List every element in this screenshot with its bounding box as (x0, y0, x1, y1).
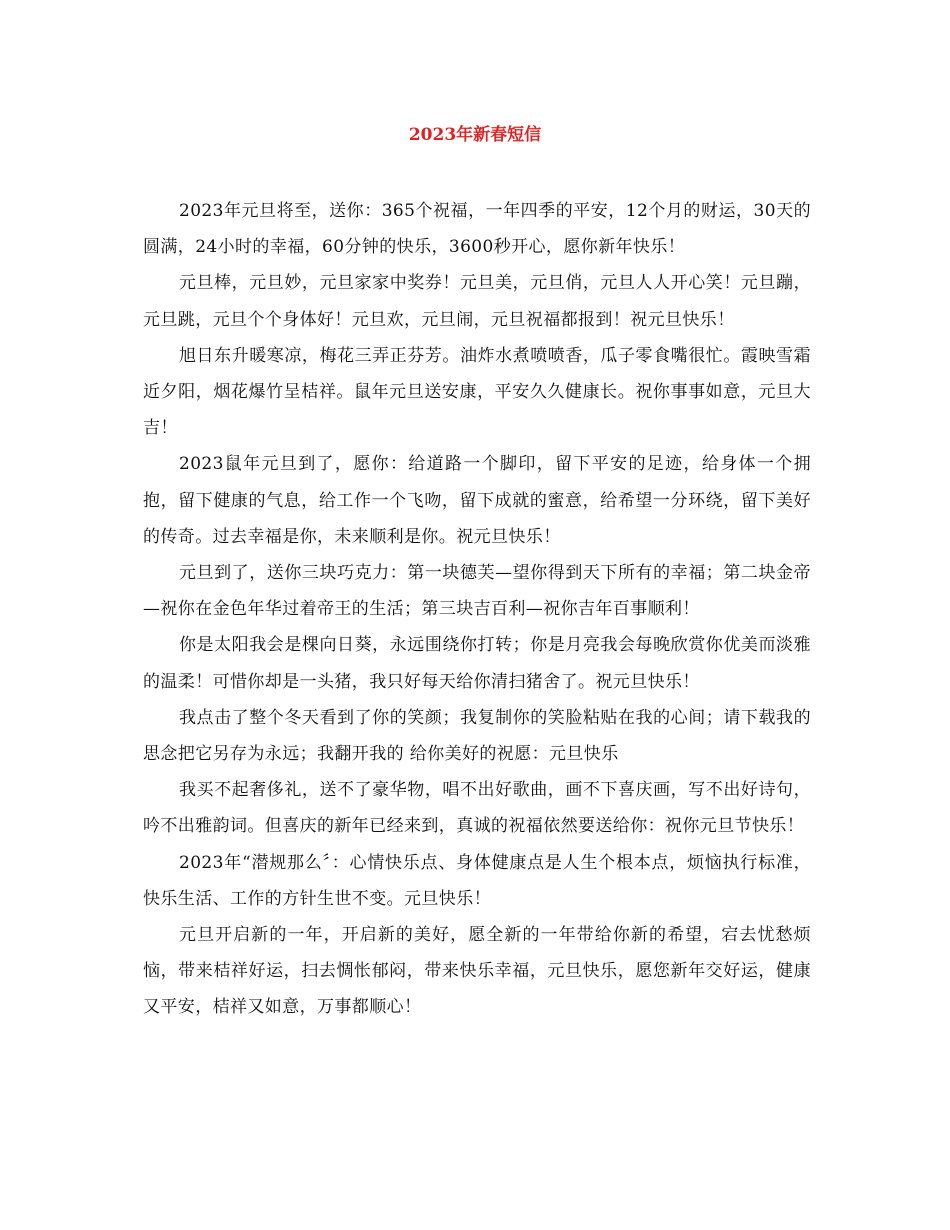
document-title: 2023年新春短信 (408, 125, 542, 145)
paragraph: 2023年元旦将至，送你：365个祝福，一年四季的平安，12个月的财运，30天的圆满，24小时的幸福，60分钟的快乐，3600秒开心，愿你新年快乐！ (143, 201, 811, 258)
paragraph: 元旦开启新的一年，开启新的美好，愿全新的一年带给你新的希望，宕去忧愁烦恼，带来桔祥好运，扫去惆怅郁闷，带来快乐幸福，元旦快乐，愿您新年交好运，健康又平安，桔祥又如意，万事都顺心！ (143, 925, 811, 1018)
paragraph: 我点击了整个冬天看到了你的笑颜；我复制你的笑脸粘贴在我的心间；请下载我的思念把它另存为永远；我翻开我的 给你美好的祝愿：元旦快乐 (143, 707, 811, 765)
paragraph: 你是太阳我会是棵向日葵，永远围绕你打转；你是月亮我会每晚欣赏你优美而淡雅的温柔！可惜你却是一头猪，我只好每天给你清扫猪舍了。祝元旦快乐！ (143, 635, 811, 692)
paragraph: 元旦到了，送你三块巧克力：第一块德芙—望你得到天下所有的幸福；第二块金帝—祝你在金色年华过着帝王的生活；第三块吉百利—祝你吉年百事顺利！ (143, 563, 811, 620)
document-body (143, 193, 811, 1026)
paragraph: 2023年“潜规那么〞：心情快乐点、身体健康点是人生个根本点，烦恼执行标准，快乐生活、工作的方针生世不变。元旦快乐！ (143, 852, 811, 909)
paragraph: 我买不起奢侈礼，送不了豪华物，唱不出好歌曲，画不下喜庆画，写不出好诗句，吟不出雅韵词。但喜庆的新年已经来到，真诚的祝福依然要送给你：祝你元旦节快乐！ (143, 780, 811, 837)
paragraph: 旭日东升暖寒凉，梅花三弄正芬芳。油炸水煮喷喷香，瓜子零食嘴很忙。霞映雪霜近夕阳，烟花爆竹呈桔祥。鼠年元旦送安康，平安久久健康长。祝你事事如意，元旦大吉！ (143, 345, 811, 439)
paragraph: 元旦棒，元旦妙，元旦家家中奖券！元旦美，元旦俏，元旦人人开心笑！元旦蹦，元旦跳，元旦个个身体好！元旦欢，元旦闹，元旦祝福都报到！祝元旦快乐！ (143, 273, 811, 330)
paragraph: 2023鼠年元旦到了，愿你：给道路一个脚印，留下平安的足迹，给身体一个拥抱，留下健康的气息，给工作一个飞吻，留下成就的蜜意，给希望一分环绕，留下美好的传奇。过去幸福是你，未来顺利是你。祝元旦快乐！ (143, 454, 811, 547)
